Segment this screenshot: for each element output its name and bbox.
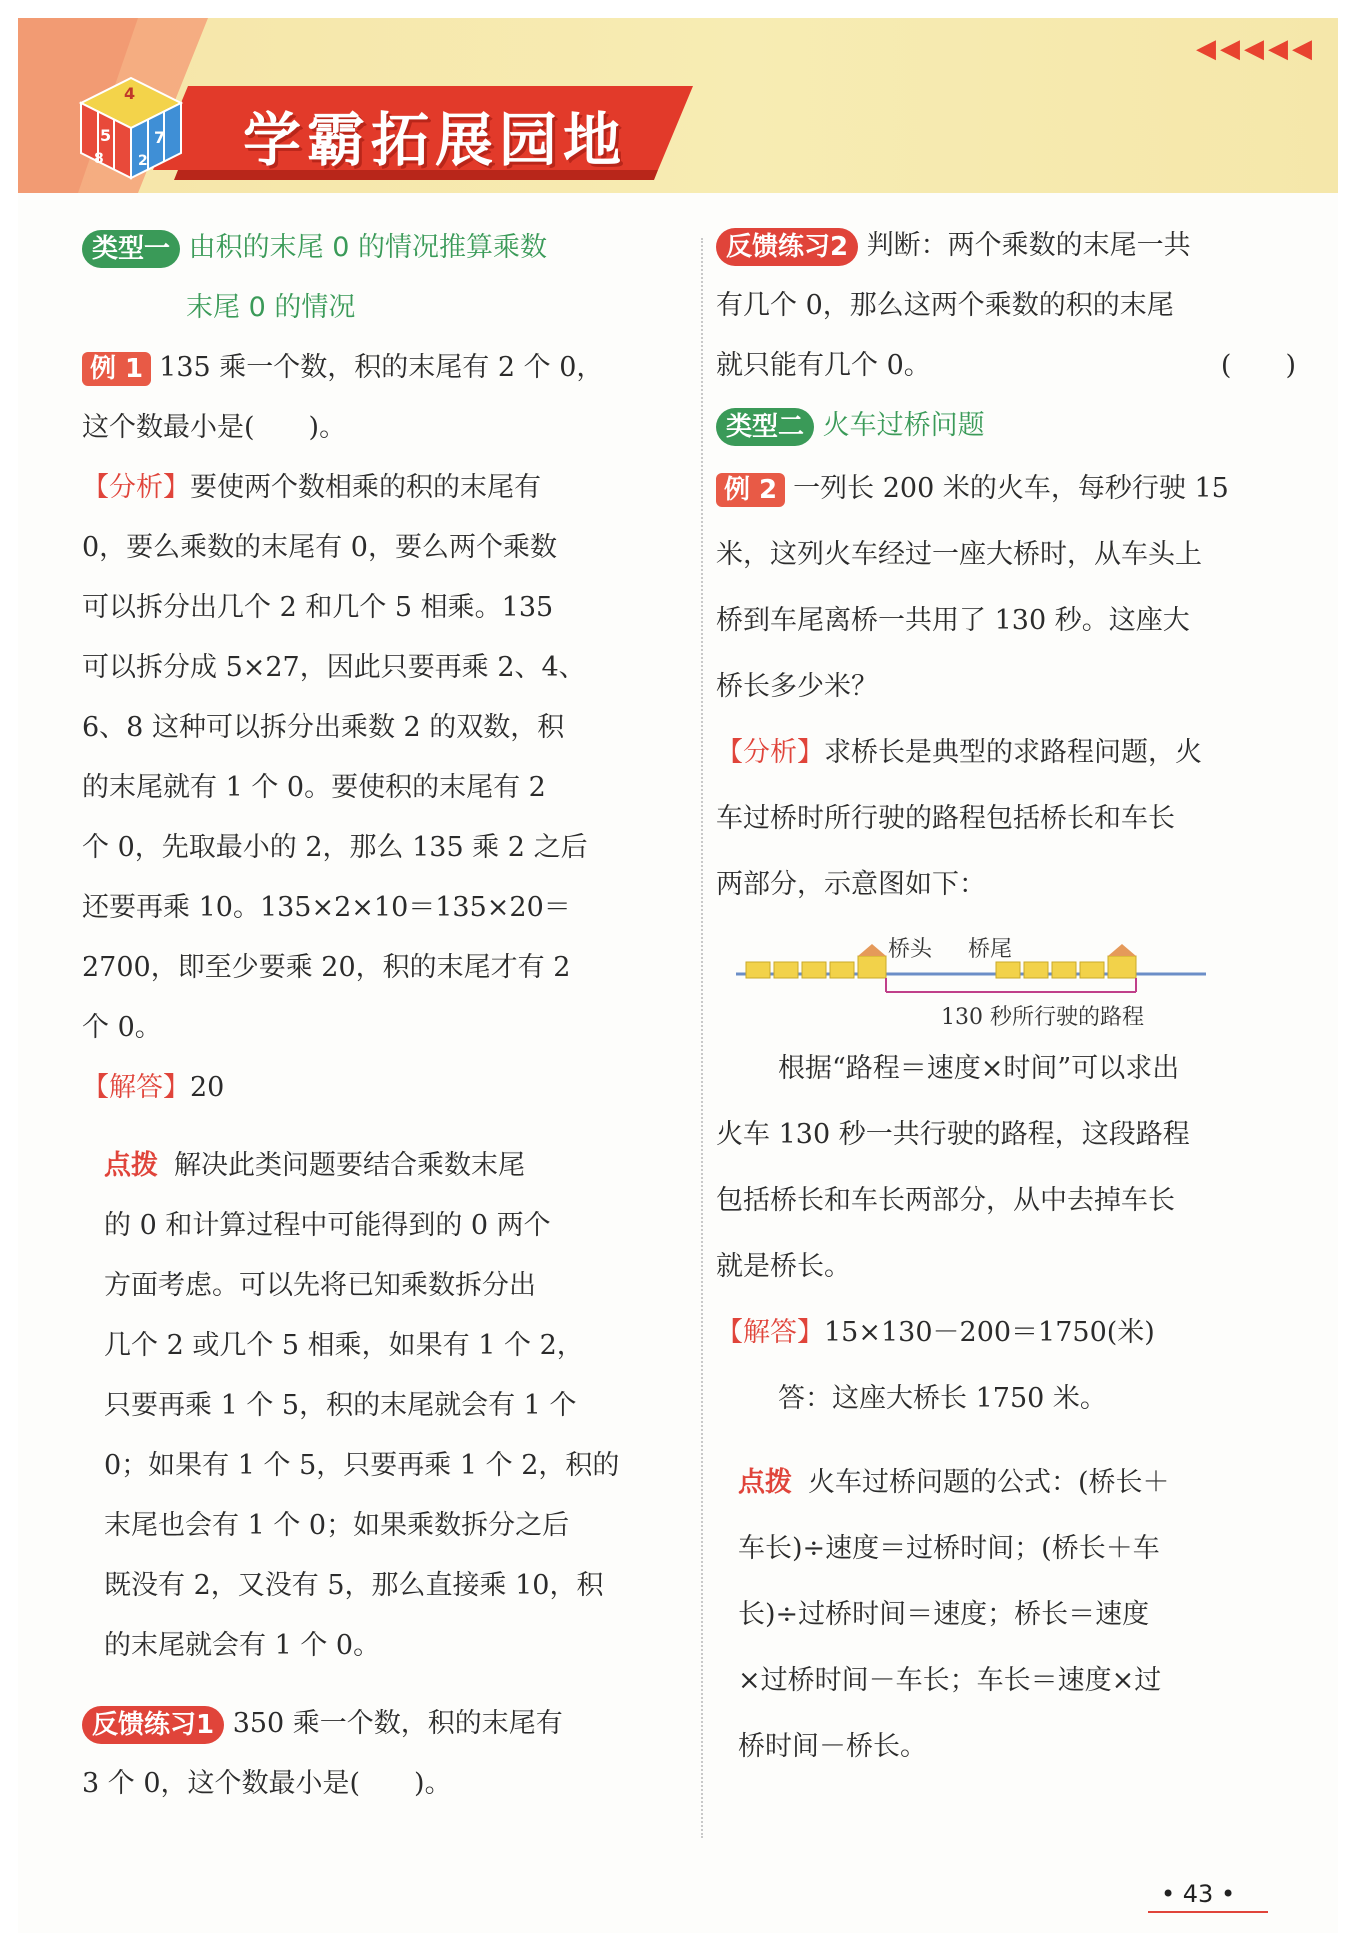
tip-line: 末尾也会有 1 个 0；如果乘数拆分之后 bbox=[104, 1510, 570, 1541]
left-column bbox=[82, 218, 657, 1814]
column-divider bbox=[701, 238, 704, 1838]
svg-text:5: 5 bbox=[100, 126, 112, 145]
feedback2-text3: 就只能有几个 0。 bbox=[716, 350, 931, 381]
explain-line: 火车 130 秒一共行驶的路程，这段路程 bbox=[716, 1119, 1190, 1150]
analysis-line: 0，要么乘数的末尾有 0，要么两个乘数 bbox=[82, 532, 557, 563]
type1-heading bbox=[82, 218, 657, 278]
tip2-line: 长)÷过桥时间＝速度；桥长＝速度 bbox=[738, 1599, 1150, 1630]
feedback1-badge: 反馈练习1 bbox=[82, 1706, 224, 1744]
feedback1-line2: 3 个 0，这个数最小是( )。 bbox=[82, 1768, 452, 1799]
answer-line bbox=[82, 1058, 657, 1118]
svg-text:8: 8 bbox=[94, 151, 104, 167]
explain-line: 根据“路程＝速度×时间”可以求出 bbox=[778, 1053, 1180, 1084]
analysis2-text: 求桥长是典型的求路程问题，火 bbox=[824, 737, 1202, 768]
tip-line: 几个 2 或几个 5 相乘，如果有 1 个 2， bbox=[104, 1330, 584, 1361]
analysis2-label: 【分析】 bbox=[716, 737, 824, 768]
tip2-text: 火车过桥问题的公式：(桥长＋ bbox=[808, 1467, 1170, 1498]
svg-text:2: 2 bbox=[138, 153, 148, 169]
feedback2-text: 判断：两个乘数的末尾一共 bbox=[866, 230, 1191, 261]
feedback1-text: 350 乘一个数，积的末尾有 bbox=[232, 1708, 563, 1739]
example1-line1 bbox=[82, 338, 657, 398]
right-column bbox=[716, 216, 1296, 1780]
header-banner bbox=[18, 18, 1338, 193]
analysis2-line: 车过桥时所行驶的路程包括桥长和车长 bbox=[716, 803, 1175, 834]
example2-line: 米，这列火车经过一座大桥时，从车头上 bbox=[716, 539, 1202, 570]
explain-line: 包括桥长和车长两部分，从中去掉车长 bbox=[716, 1185, 1175, 1216]
tip2-label: 点拨 bbox=[738, 1467, 792, 1498]
analysis-line: 2700，即至少要乘 20，积的末尾才有 2 bbox=[82, 952, 571, 983]
feedback2-line2: 有几个 0，那么这两个乘数的积的末尾 bbox=[716, 290, 1174, 321]
analysis2-line-0 bbox=[716, 720, 1296, 786]
svg-text:4: 4 bbox=[124, 84, 136, 103]
explain-line: 就是桥长。 bbox=[716, 1251, 851, 1282]
tip2-line: 桥时间－桥长。 bbox=[738, 1731, 927, 1762]
tip2-block bbox=[716, 1450, 1296, 1780]
example1-badge: 例 1 bbox=[82, 352, 151, 386]
tip-line: 0；如果有 1 个 5，只要再乘 1 个 2，积的 bbox=[104, 1450, 620, 1481]
feedback1-line1 bbox=[82, 1694, 657, 1754]
rubik-cube-icon bbox=[76, 73, 186, 183]
answer2-line bbox=[716, 1300, 1296, 1366]
example1-line2: 这个数最小是( )。 bbox=[82, 412, 347, 443]
analysis-line: 的末尾就有 1 个 0。要使积的末尾有 2 bbox=[82, 772, 546, 803]
tip-line: 的末尾就会有 1 个 0。 bbox=[104, 1630, 381, 1661]
train-bridge-diagram bbox=[716, 926, 1296, 1036]
analysis-line: 可以拆分成 5×27，因此只要再乘 2、4、 bbox=[82, 652, 586, 683]
example2-line0 bbox=[716, 456, 1296, 522]
example2-badge: 例 2 bbox=[716, 473, 785, 507]
type1-title-line2: 末尾 0 的情况 bbox=[186, 292, 356, 323]
tip-line-0 bbox=[104, 1136, 657, 1196]
analysis-line: 还要再乘 10。135×2×10＝135×20＝ bbox=[82, 892, 571, 923]
analysis2-line: 两部分，示意图如下： bbox=[716, 869, 986, 900]
answer2-text: 答：这座大桥长 1750 米。 bbox=[778, 1383, 1107, 1414]
train-right-icon bbox=[996, 944, 1136, 978]
analysis-label: 【分析】 bbox=[82, 472, 190, 503]
analysis-line-0 bbox=[82, 458, 657, 518]
type2-title: 火车过桥问题 bbox=[822, 410, 985, 441]
analysis-line: 可以拆分出几个 2 和几个 5 相乘。135 bbox=[82, 592, 554, 623]
page-number-underline bbox=[1148, 1911, 1268, 1913]
tip2-line: 车长)÷速度＝过桥时间；(桥长＋车 bbox=[738, 1533, 1160, 1564]
feedback2-line1 bbox=[716, 216, 1296, 276]
type1-badge: 类型一 bbox=[82, 230, 180, 268]
title-area bbox=[183, 83, 703, 183]
distance-caption: 130 秒所行驶的路程 bbox=[941, 1005, 1144, 1030]
answer2-formula: 15×130－200＝1750(米) bbox=[824, 1317, 1155, 1348]
answer2-label: 【解答】 bbox=[716, 1317, 824, 1348]
example2-text: 一列长 200 米的火车，每秒行驶 15 bbox=[793, 473, 1229, 504]
answer-bracket: ( ) bbox=[1220, 350, 1296, 381]
tip-label: 点拨 bbox=[104, 1150, 158, 1181]
type2-badge: 类型二 bbox=[716, 408, 814, 446]
tip-text: 解决此类问题要结合乘数末尾 bbox=[174, 1150, 525, 1181]
train-left-icon bbox=[746, 944, 886, 978]
example1-text: 135 乘一个数，积的末尾有 2 个 0， bbox=[159, 352, 604, 383]
page-title: 学霸拓展园地 bbox=[243, 106, 628, 174]
type2-heading bbox=[716, 396, 1296, 456]
tip2-line-0 bbox=[738, 1450, 1296, 1516]
tip-line: 只要再乘 1 个 5，积的末尾就会有 1 个 bbox=[104, 1390, 577, 1421]
tip-line: 既没有 2，又没有 5，那么直接乘 10，积 bbox=[104, 1570, 604, 1601]
tip-block bbox=[82, 1136, 657, 1676]
analysis-line: 6、8 这种可以拆分出乘数 2 的双数，积 bbox=[82, 712, 565, 743]
example2-line: 桥长多少米？ bbox=[716, 671, 878, 702]
svg-text:7: 7 bbox=[154, 128, 166, 147]
train-diagram-svg bbox=[716, 926, 1296, 1036]
bridge-tail-label: 桥尾 bbox=[968, 937, 1013, 962]
feedback2-line3 bbox=[716, 336, 1296, 396]
analysis-text: 要使两个数相乘的积的末尾有 bbox=[190, 472, 541, 503]
answer-label: 【解答】 bbox=[82, 1072, 190, 1103]
feedback2-badge: 反馈练习2 bbox=[716, 228, 858, 266]
arrow-decoration-icon: ◀◀◀◀◀ bbox=[1196, 34, 1316, 64]
tip-line: 的 0 和计算过程中可能得到的 0 两个 bbox=[104, 1210, 551, 1241]
analysis-line: 个 0，先取最小的 2，那么 135 乘 2 之后 bbox=[82, 832, 588, 863]
type1-title-line1: 由积的末尾 0 的情况推算乘数 bbox=[188, 232, 547, 263]
page bbox=[18, 18, 1338, 1933]
example2-line: 桥到车尾离桥一共用了 130 秒。这座大 bbox=[716, 605, 1190, 636]
bridge-head-label: 桥头 bbox=[888, 937, 933, 962]
analysis-line: 个 0。 bbox=[82, 1012, 162, 1043]
answer-value: 20 bbox=[190, 1072, 225, 1103]
tip2-line: ×过桥时间－车长；车长＝速度×过 bbox=[738, 1665, 1162, 1696]
tip-line: 方面考虑。可以先将已知乘数拆分出 bbox=[104, 1270, 536, 1301]
page-number: • 43 • bbox=[1161, 1880, 1236, 1908]
